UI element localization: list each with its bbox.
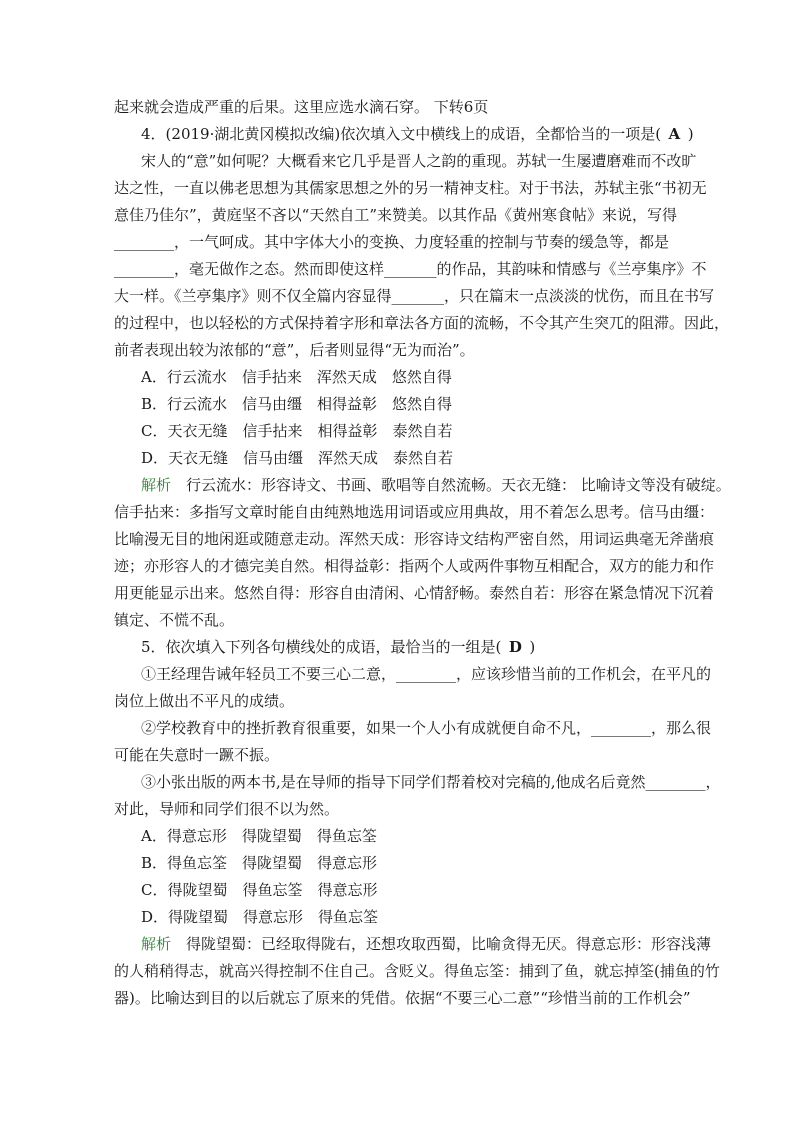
q4-analysis-line: 比喻漫无目的地闲逛或随意走动。浑然天成：形容诗文结构严密自然，用词运典毫无斧凿痕 — [114, 530, 715, 548]
q5-option-d: D．得陇望蜀 得意忘形 得鱼忘筌 — [141, 908, 379, 926]
q4-passage-line: 前者表现出较为浓郁的“意”，后者则显得“无为而治”。 — [114, 341, 475, 359]
q5-option-c: C．得陇望蜀 得鱼忘筌 得意忘形 — [141, 881, 378, 899]
q4-analysis-line: 信手拈来：多指写文章时能自由纯熟地选用词语或应用典故，用不着怎么思考。信马由缰： — [114, 503, 715, 521]
q4-option-c: C．天衣无缝 信手拈来 相得益彰 泰然自若 — [141, 422, 453, 440]
q4-option-b: B．行云流水 信马由缰 相得益彰 悠然自得 — [141, 395, 453, 413]
q4-analysis-text: 行云流水：形容诗文、书画、歌唱等自然流畅。天衣无缝： 比喻诗文等没有破绽。 — [171, 476, 731, 494]
q4-passage-line: 意佳乃佳尔”，黄庭坚不吝以“天然自工”来赞美。以其作品《黄州寒食帖》来说，写得 — [114, 206, 678, 224]
q4-analysis-line: 镇定、不慌不乱。 — [114, 611, 235, 629]
q4-analysis-line: 用更能显示出来。悠然自得：形容自由清闲、心情舒畅。泰然自若：形容在紧急情况下沉着 — [114, 584, 715, 602]
q5-analysis-first-line — [114, 931, 712, 958]
q5-analysis-line: 器)。比喻达到目的以后就忘了原来的凭借。依据“不要三心二意”“珍惜当前的工作机会” — [114, 989, 691, 1007]
q4-option-d: D．天衣无缝 信马由缰 浑然天成 泰然自若 — [141, 449, 454, 467]
question-5-answer: D — [508, 638, 522, 656]
question-4-answer: A — [668, 125, 681, 143]
q5-option-b: B．得鱼忘筌 得陇望蜀 得意忘形 — [141, 854, 378, 872]
q4-passage-line: 大一样。《兰亭集序》则不仅全篇内容显得_______，只在篇末一点淡淡的忧伤，而且在书写 — [114, 287, 715, 305]
q5-sentence-2-line: 可能在失意时一蹶不振。 — [114, 746, 280, 764]
q4-analysis-line: 迹；亦形容人的才德完美自然。相得益彰：指两个人或两件事物互相配合，双方的能力和作 — [114, 557, 715, 575]
question-5-stem-prefix: 5．依次填入下列各句横线处的成语，最恰当的一组是( — [141, 638, 502, 656]
q4-analysis-first-line — [114, 472, 731, 499]
q4-passage-line: ________，毫无做作之态。然而即使这样_______的作品，其韵味和情感与《兰亭集序》不 — [114, 260, 707, 278]
q5-sentence-1-line: 岗位上做出不平凡的成绩。 — [114, 692, 295, 710]
q4-passage-line: 的过程中，也以轻松的方式保持着字形和章法各方面的流畅，不令其产生突兀的阻滞。因此， — [114, 314, 730, 332]
q5-sentence-3-line: 对此，导师和同学们很不以为然。 — [114, 800, 340, 818]
q5-sentence-1-line: ①王经理告诫年轻员工不要三心二意，________，应该珍惜当前的工作机会，在平凡的 — [141, 665, 712, 683]
q4-passage-line: 达之性，一直以佛老思想为其儒家思想之外的另一精神支柱。对于书法，苏轼主张“书初无 — [114, 179, 707, 197]
q4-option-a: A．行云流水 信手拈来 浑然天成 悠然自得 — [141, 368, 452, 386]
question-5-stem — [114, 634, 680, 661]
q5-analysis-tag: 解析 — [141, 935, 172, 953]
question-4-stem-prefix: 4．(2019·湖北黄冈模拟改编)依次填入文中横线上的成语，全都恰当的一项是( — [141, 125, 662, 143]
q5-sentence-2-line: ②学校教育中的挫折教育很重要，如果一个人小有成就便自命不凡，________，那么很 — [141, 719, 712, 737]
q5-sentence-3-line: ③小张出版的两本书,是在导师的指导下同学们帮着校对完稿的,他成名后竟然________， — [141, 773, 721, 791]
q5-analysis-line: 的人稍稍得志，就高兴得控制不住自己。含贬义。得鱼忘筌：捕到了鱼，就忘掉筌(捕鱼的竹 — [114, 962, 720, 980]
q4-analysis-tag: 解析 — [141, 476, 172, 494]
q5-analysis-text: 得陇望蜀：已经取得陇右，还想攻取西蜀，比喻贪得无厌。得意忘形：形容浅薄 — [171, 935, 712, 953]
question-4-stem — [114, 121, 694, 148]
q5-option-a: A．得意忘形 得陇望蜀 得鱼忘筌 — [141, 827, 377, 845]
q4-passage-line: ________，一气呵成。其中字体大小的变换、力度轻重的控制与节奏的缓急等，都是 — [114, 233, 670, 251]
continuation-line: 起来就会造成严重的后果。这里应选水滴石穿。 下转6页 — [114, 98, 489, 116]
question-4-stem-suffix: ) — [687, 125, 694, 143]
question-5-stem-suffix: ) — [529, 638, 536, 656]
q4-passage-line: 宋人的“意”如何呢？大概看来它几乎是晋人之韵的重现。苏轼一生屡遭磨难而不改旷 — [141, 152, 697, 170]
